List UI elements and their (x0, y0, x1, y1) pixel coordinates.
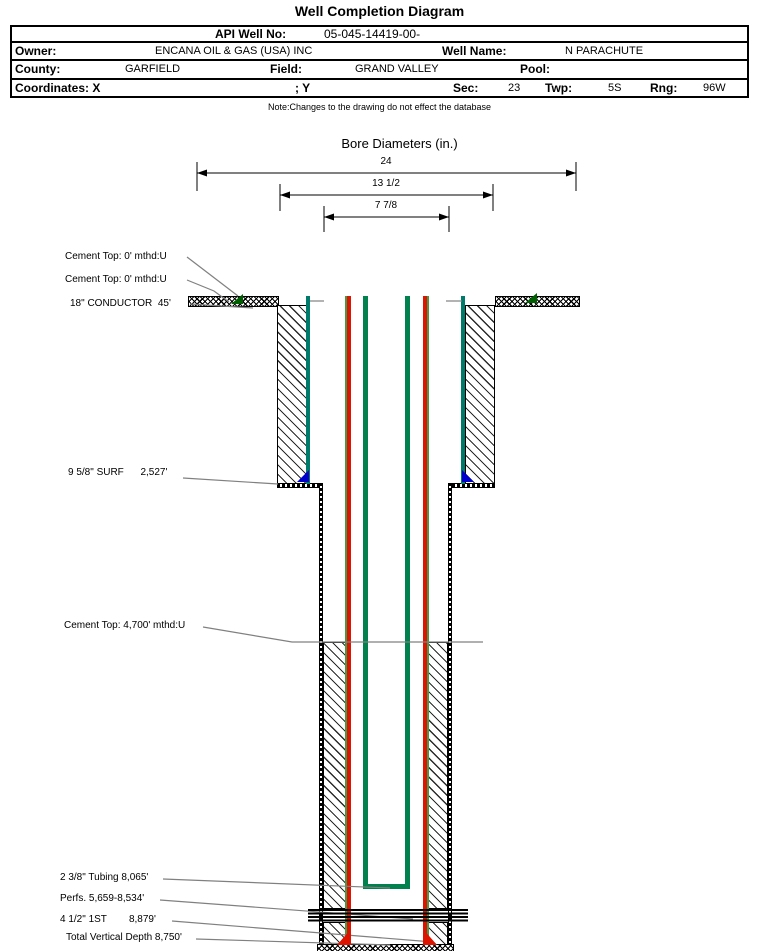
production-shoe-marker-left-icon (337, 929, 351, 945)
twp-label: Twp: (545, 81, 573, 95)
field-value: GRAND VALLEY (355, 63, 439, 75)
rng-value: 96W (703, 82, 726, 94)
bore-diameter-13-1-2: 13 1/2 (372, 178, 400, 189)
owner-label: Owner: (15, 44, 57, 58)
pool-label: Pool: (520, 62, 550, 76)
twp-value: 5S (608, 82, 622, 94)
bore-diameter-7-7-8: 7 7/8 (374, 200, 398, 211)
arrowhead-13-right-icon (483, 192, 493, 199)
sec-value: 23 (508, 82, 521, 94)
surface-shoe-marker-left-icon (297, 470, 309, 482)
production-shoe-marker-right-icon (423, 929, 437, 945)
cement-top-0-label-1: Cement Top: 0' mthd:U (65, 251, 167, 262)
surface-casing-label: 9 5/8" SURF 2,527' (68, 467, 168, 478)
tvd-label: Total Vertical Depth 8,750' (66, 932, 182, 943)
api-value: 05-045-14419-00- (324, 27, 421, 41)
bore-diameter-24: 24 (380, 156, 392, 167)
dimension-arrow-7-7-8 (324, 206, 449, 232)
cement-top-4700-label: Cement Top: 4,700' mthd:U (64, 620, 186, 631)
production-casing-label: 4 1/2" 1ST 8,879' (60, 914, 156, 925)
page-title: Well Completion Diagram (294, 3, 465, 19)
cement-top-marker-right-icon (525, 293, 537, 303)
arrowhead-7-left-icon (324, 214, 334, 221)
coordinates-y-label: ; Y (295, 81, 311, 95)
arrowhead-13-left-icon (280, 192, 290, 199)
api-label: API Well No: (215, 27, 287, 41)
owner-value: ENCANA OIL & GAS (USA) INC (155, 45, 313, 57)
well-name-value: N PARACHUTE (565, 45, 644, 57)
coordinates-label: Coordinates: X (15, 81, 101, 95)
dimension-arrow-24 (197, 162, 576, 191)
dimension-arrow-13-1-2 (280, 184, 493, 211)
county-value: GARFIELD (125, 63, 181, 75)
field-label: Field: (270, 62, 302, 76)
bore-diameters-title: Bore Diameters (in.) (341, 136, 458, 151)
arrowhead-24-left-icon (197, 170, 207, 177)
surface-shoe-marker-right-icon (462, 470, 474, 482)
county-label: County: (15, 62, 61, 76)
arrowhead-7-right-icon (439, 214, 449, 221)
rng-label: Rng: (650, 81, 678, 95)
well-name-label: Well Name: (442, 44, 507, 58)
cement-top-0-label-2: Cement Top: 0' mthd:U (65, 274, 167, 285)
perforation-lines (308, 910, 468, 921)
arrowhead-24-right-icon (566, 170, 576, 177)
leader-lines (160, 257, 483, 945)
tubing-label: 2 3/8" Tubing 8,065' (60, 872, 149, 883)
database-note: Note:Changes to the drawing do not effect the database (268, 102, 491, 112)
perfs-label: Perfs. 5,659-8,534' (60, 893, 145, 904)
conductor-label: 18" CONDUCTOR 45' (70, 298, 171, 309)
sec-label: Sec: (453, 81, 479, 95)
